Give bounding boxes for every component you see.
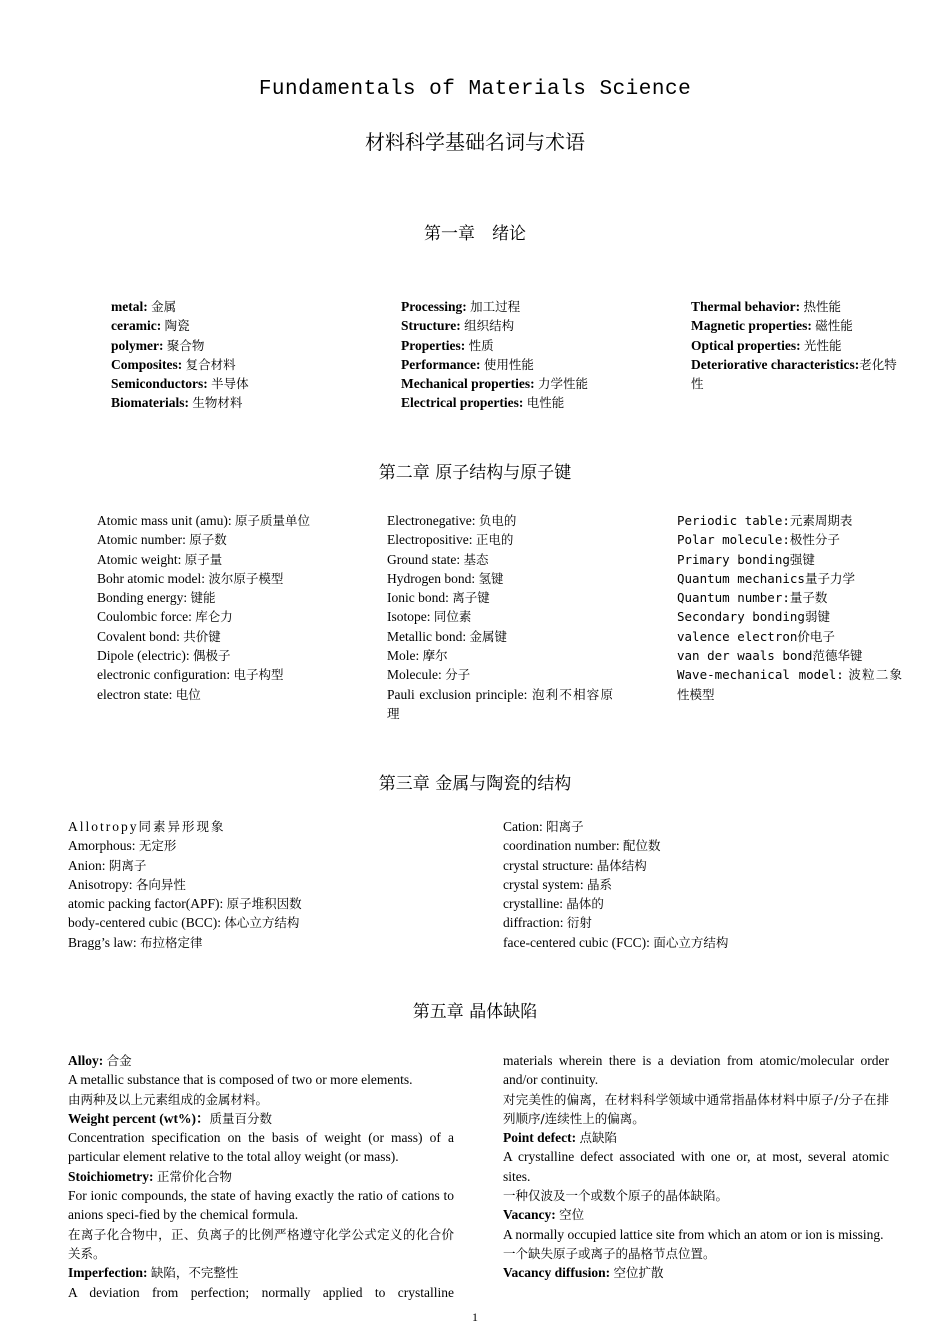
term-cn: 阳离子 [546,819,584,834]
ch1-column-2 [401,297,671,413]
term-row [503,894,903,913]
term-en: Magnetic properties: [691,318,812,334]
term-en: Alloy: [68,1053,104,1068]
ch5-right-column [503,1051,889,1283]
term-en: Ionic bond: [387,590,449,606]
term-cn: 量子数 [789,590,828,606]
term-cn: 库仑力 [195,609,233,625]
weight-percent-entry [68,1109,454,1128]
term-row [401,297,671,316]
term-row [387,569,613,588]
term-row [401,336,671,355]
term-row [111,316,371,335]
term-row [677,627,902,646]
term-en: Mole: [387,648,420,664]
term-row [97,550,325,569]
term-en: Bragg’s law: [68,934,137,950]
term-en: Wave-mechanical model: [677,667,844,683]
definition-cn: 一种仅波及一个或数个原子的晶体缺陷。 [503,1188,729,1204]
term-en: Hydrogen bond: [387,570,476,586]
document-title-en: Fundamentals of Materials Science [258,78,692,101]
term-en: Structure: [401,318,461,334]
term-row [387,607,613,626]
term-row [401,355,671,374]
term-en: Electrical properties: [401,395,524,411]
term-cn: 电子构型 [233,667,284,683]
ch5-left-column [68,1051,454,1302]
term-row [677,511,902,530]
term-en: Deteriorative characteristics: [691,356,860,372]
term-row [97,627,325,646]
ch2-column-1 [97,511,325,704]
term-row [68,913,468,932]
term-cn: 衍射 [566,915,592,931]
term-en: Secondary bonding [677,609,805,625]
term-en: Metallic bond: [387,628,467,644]
term-row [677,588,902,607]
term-row [68,856,468,875]
term-en: Atomic number: [97,532,186,548]
term-en: Properties: [401,337,466,353]
term-cn: 晶体的 [566,896,604,912]
term-en: Primary bonding [677,551,790,567]
term-cn: 热性能 [803,299,842,314]
term-en: Amorphous: [68,838,136,854]
term-row [68,875,468,894]
term-en: polymer: [111,337,164,353]
term-cn: 使用性能 [483,356,534,372]
term-cn: 面心立方结构 [653,934,729,950]
term-row [387,627,613,646]
term-cn: 组织结构 [464,318,515,334]
term-row [401,374,671,393]
term-en: Weight percent (wt%)： [68,1110,210,1126]
term-en: valence electron [677,628,798,644]
term-cn: 极性分子 [789,532,840,548]
term-en: crystalline: [503,896,563,912]
term-cn: 半导体 [211,376,249,392]
term-cn: 金属键 [469,628,507,644]
term-cn: 原子量 [184,551,223,567]
term-row [677,646,902,665]
term-cn: 负电的 [478,513,517,528]
term-cn: 聚合物 [166,337,205,353]
definition-cn: 一个缺失原子或离子的晶格节点位置。 [503,1245,716,1261]
term-en: Isotope: [387,609,431,625]
term-cn: 体心立方结构 [224,915,300,931]
term-en: Pauli exclusion principle: [387,686,528,702]
term-en: Quantum number: [677,590,790,606]
term-row [503,875,903,894]
term-row [677,665,902,704]
term-row [691,336,901,355]
term-cn: 电位 [175,686,201,702]
term-en: Performance: [401,356,481,372]
term-cn: 离子键 [452,590,490,606]
term-row [387,530,613,549]
term-cn: 点缺陷 [579,1130,617,1146]
term-cn: 正电的 [475,532,514,548]
term-row [503,817,903,836]
term-row [111,336,371,355]
term-en: Semiconductors: [111,376,208,392]
term-en: atomic packing factor(APF): [68,896,224,912]
term-cn: 复合材料 [185,356,236,372]
term-cn: 配位数 [622,838,661,854]
term-en: Point defect: [503,1130,577,1146]
term-en: Mechanical properties: [401,376,535,392]
term-row [677,569,902,588]
term-en: Composites: [111,356,183,372]
term-en: Electronegative: [387,513,476,528]
term-cn: 空位扩散 [613,1265,664,1281]
definition-cn: 在离子化合物中，正、负离子的比例严格遵守化学公式定义的化合价关系。 [68,1226,454,1261]
term-cn: 布拉格定律 [140,934,203,950]
term-en: Bonding energy: [97,590,188,606]
ch3-column-1 [68,817,468,952]
term-row [97,685,325,704]
term-cn: 键能 [190,590,216,606]
term-cn: 电性能 [526,395,565,411]
term-row [387,511,613,530]
term-en: coordination number: [503,838,620,854]
term-en: crystal structure: [503,857,594,873]
term-cn: 空位 [559,1207,585,1223]
ch2-column-2 [387,511,613,723]
definition-en: A crystalline defect associated with one or, at most, several atomic sites. [503,1149,889,1184]
term-row [387,685,613,724]
term-row [691,297,901,316]
chapter-2-heading: 第二章 原子结构与原子键 [378,463,572,483]
point-defect-entry [503,1128,889,1147]
term-row [503,933,903,952]
term-row [111,355,371,374]
term-row [68,933,468,952]
term-cn: 波尔原子模型 [208,570,284,586]
term-en: Cation: [503,819,543,834]
definition-en: materials wherein there is a deviation from atomic/molecular order and/or continuity. [503,1053,889,1088]
definition-en: For ionic compounds, the state of having exactly the ratio of cations to anions speci-fied by the chemical formula. [68,1188,454,1223]
term-row [387,588,613,607]
term-en: Anisotropy: [68,876,133,892]
term-cn: 分子 [445,667,471,683]
imperfection-entry [68,1263,454,1282]
term-en: Atomic weight: [97,551,182,567]
term-cn: 正常价化合物 [156,1168,232,1184]
term-en: Molecule: [387,667,442,683]
term-cn: 波粒二象性模型 [677,667,902,702]
term-en: Ground state: [387,551,461,567]
term-en: Thermal behavior: [691,299,801,314]
term-cn: 同素异形现象 [138,819,226,834]
alloy-entry [68,1051,454,1070]
term-en: Coulombic force: [97,609,192,625]
term-cn: 泡利不相容原理 [387,686,613,721]
term-en: body-centered cubic (BCC): [68,915,221,931]
definition-en: Concentration specification on the basis of weight (or mass) of a particular element relative to the total alloy weight (or mass). [68,1130,454,1165]
ch1-column-1 [111,297,371,413]
term-row [677,607,902,626]
term-row [677,550,902,569]
term-cn: 范德华键 [812,648,863,664]
term-cn: 强键 [789,551,815,567]
term-cn: 金属 [151,299,177,314]
term-row [97,665,325,684]
term-en: metal: [111,299,148,314]
term-en: Imperfection: [68,1265,148,1281]
term-row [503,913,903,932]
term-cn: 共价键 [183,628,221,644]
term-row [97,607,325,626]
term-cn: 晶体结构 [596,857,647,873]
term-cn: 生物材料 [192,395,243,411]
term-en: Covalent bond: [97,628,180,644]
term-row [111,297,371,316]
term-row [387,665,613,684]
term-en: Vacancy diffusion: [503,1265,611,1281]
term-cn: 原子堆积因数 [226,896,302,912]
term-row [691,316,901,335]
definition-cn: 由两种及以上元素组成的金属材料。 [68,1091,269,1107]
term-cn: 各向异性 [135,876,186,892]
chapter-3-heading: 第三章 金属与陶瓷的结构 [378,774,572,794]
term-row [97,588,325,607]
term-cn: 合金 [106,1053,132,1068]
ch2-column-3 [677,511,902,704]
term-cn: 偶极子 [192,648,231,664]
document-title-cn: 材料科学基础名词与术语 [365,130,585,154]
term-row [68,894,468,913]
term-cn: 老化特性 [691,356,897,392]
term-en: Atomic mass unit (amu): [97,513,232,528]
term-en: electron state: [97,686,173,702]
term-row [677,530,902,549]
term-cn: 无定形 [138,838,177,854]
term-en: Anion: [68,857,106,873]
term-en: Biomaterials: [111,395,189,411]
term-cn: 阴离子 [108,857,147,873]
ch3-column-2 [503,817,903,952]
chapter-1-heading: 第一章 绪论 [424,224,526,244]
term-cn: 晶系 [587,876,613,892]
term-en: Stoichiometry: [68,1168,154,1184]
term-cn: 缺陷，不完整性 [150,1265,239,1281]
term-en: face-centered cubic (FCC): [503,934,650,950]
vacancy-entry [503,1205,889,1224]
term-en: Dipole (electric): [97,648,190,664]
term-cn: 原子数 [189,532,227,548]
term-row [68,817,468,836]
term-row [97,646,325,665]
term-row [503,836,903,855]
term-cn: 陶瓷 [164,318,190,334]
term-en: Optical properties: [691,337,801,353]
term-row [97,569,325,588]
term-row [691,355,901,394]
term-cn: 弱键 [804,609,830,625]
term-en: Bohr atomic model: [97,570,205,586]
term-cn: 磁性能 [815,318,853,334]
term-row [503,856,903,875]
term-en: ceramic: [111,318,162,334]
term-cn: 光性能 [803,337,842,353]
term-row [401,393,671,412]
term-cn: 摩尔 [422,648,448,664]
term-cn: 价电子 [797,628,835,644]
term-cn: 同位素 [433,609,472,625]
term-row [111,393,371,412]
term-row [97,511,325,530]
stoichiometry-entry [68,1167,454,1186]
term-en: crystal system: [503,876,584,892]
definition-cn: 对完美性的偏离，在材料科学领域中通常指晶体材料中原子/分子在排列顺序/连续性上的偏离。 [503,1091,889,1126]
term-row [387,646,613,665]
term-en: Quantum mechanics [677,570,805,586]
term-cn: 性质 [468,337,494,353]
term-cn: 质量百分数 [209,1110,272,1126]
term-cn: 加工过程 [470,299,521,314]
term-row [68,836,468,855]
chapter-5-heading: 第五章 晶体缺陷 [412,1002,538,1022]
term-en: Polar molecule: [677,532,790,548]
term-en: Allotropy [68,819,139,834]
definition-en: A deviation from perfection; normally applied to crystalline [68,1284,454,1300]
ch1-column-3 [691,297,901,393]
definition-en: A normally occupied lattice site from which an atom or ion is missing. [503,1226,884,1242]
term-cn: 力学性能 [537,376,588,392]
term-en: diffraction: [503,915,564,931]
term-row [97,530,325,549]
term-row [111,374,371,393]
term-cn: 基态 [463,551,489,567]
term-en: Electropositive: [387,532,473,548]
term-cn: 元素周期表 [789,513,853,528]
definition-en: A metallic substance that is composed of two or more elements. [68,1072,413,1088]
vacancy-diffusion-entry [503,1263,889,1282]
term-cn: 量子力学 [804,570,855,586]
term-en: electronic configuration: [97,667,231,683]
term-cn: 原子质量单位 [234,513,310,528]
term-row [401,316,671,335]
page-number: 1 [472,1310,478,1324]
term-en: Periodic table: [677,513,790,528]
term-en: Processing: [401,299,467,314]
term-en: Vacancy: [503,1207,556,1223]
term-en: van der waals bond [677,648,813,664]
term-row [387,550,613,569]
term-cn: 氢键 [478,570,504,586]
